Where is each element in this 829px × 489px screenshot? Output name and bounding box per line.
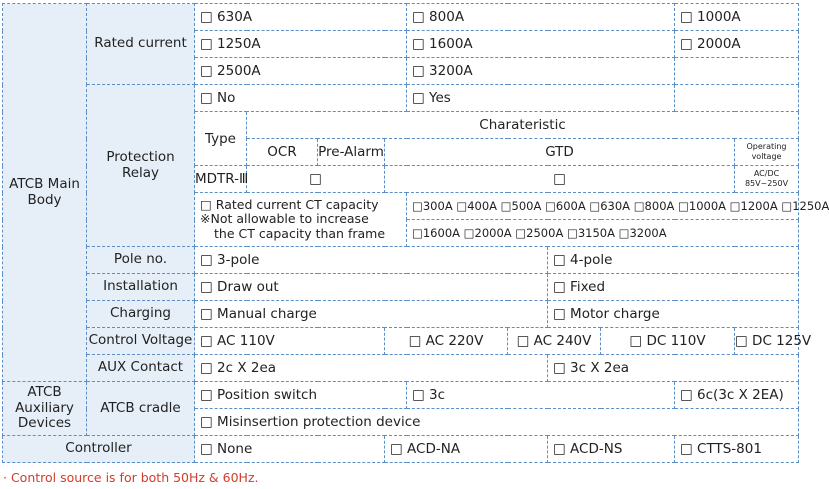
ct-capacity-line1[interactable]: □ Rated current CT capacity — [200, 196, 379, 212]
aux-contact-label: AUX Contact — [87, 355, 195, 382]
pole-no-label: Pole no. — [87, 247, 195, 274]
voltage-range: AC/DC 85V~250V — [735, 166, 799, 193]
ct-capacity-note — [195, 193, 407, 247]
rated-current-1600a[interactable]: □ 1600A — [407, 31, 675, 58]
aux-contact-3c[interactable]: □ 3c X 2ea — [548, 355, 799, 382]
cradle-6c[interactable]: □ 6c(3c X 2EA) — [675, 382, 799, 409]
charging-label: Charging — [87, 301, 195, 328]
cradle-misinsertion[interactable]: □ Misinsertion protection device — [195, 409, 799, 436]
controller-ctts-801[interactable]: □ CTTS-801 — [675, 436, 799, 463]
rated-current-label: Rated current — [87, 4, 195, 85]
characteristic-header: Charateristic — [247, 112, 799, 139]
relay-no-option[interactable]: □ No — [195, 85, 407, 112]
model-checkbox[interactable]: □ — [247, 166, 385, 193]
charging-motor[interactable]: □ Motor charge — [548, 301, 799, 328]
gtd-checkbox[interactable]: □ — [385, 166, 735, 193]
relay-yes-option[interactable]: □ Yes — [407, 85, 675, 112]
controller-acd-ns[interactable]: □ ACD-NS — [548, 436, 675, 463]
ct-capacity-line2: ※Not allowable to increase — [200, 211, 369, 227]
relay-empty — [675, 85, 799, 112]
operating-voltage-header: Operating voltage — [735, 139, 799, 166]
control-voltage-label: Control Voltage — [87, 328, 195, 355]
cradle-3c[interactable]: □ 3c — [407, 382, 675, 409]
cradle-position-switch[interactable]: □ Position switch — [195, 382, 407, 409]
rated-current-800a[interactable]: □ 800A — [407, 4, 675, 31]
pre-alarm-header: Pre-Alarm — [318, 139, 385, 166]
voltage-ac240[interactable]: □ AC 240V — [508, 328, 601, 355]
main-body-label: ATCB Main Body — [3, 4, 87, 382]
installation-label: Installation — [87, 274, 195, 301]
installation-fixed[interactable]: □ Fixed — [548, 274, 799, 301]
protection-relay-label: Protection Relay — [87, 85, 195, 247]
voltage-ac220[interactable]: □ AC 220V — [385, 328, 508, 355]
footnote: · Control source is for both 50Hz & 60Hz. — [3, 470, 259, 485]
aux-devices-label: ATCB Auxiliary Devices — [3, 382, 87, 436]
aux-contact-2c[interactable]: □ 2c X 2ea — [195, 355, 548, 382]
rated-current-3200a[interactable]: □ 3200A — [407, 58, 675, 85]
pole-4-option[interactable]: □ 4-pole — [548, 247, 799, 274]
gtd-header: GTD — [385, 139, 735, 166]
voltage-dc110[interactable]: □ DC 110V — [601, 328, 735, 355]
controller-acd-na[interactable]: □ ACD-NA — [385, 436, 548, 463]
pole-3-option[interactable]: □ 3-pole — [195, 247, 548, 274]
voltage-dc125[interactable]: □ DC 125V — [735, 328, 799, 355]
controller-none[interactable]: □ None — [195, 436, 385, 463]
voltage-ac110[interactable]: □ AC 110V — [195, 328, 385, 355]
rated-current-1000a[interactable]: □ 1000A — [675, 4, 799, 31]
controller-label: Controller — [3, 436, 195, 463]
rated-current-2000a[interactable]: □ 2000A — [675, 31, 799, 58]
ct-options-row1[interactable]: □300A □400A □500A □600A □630A □800A □1000A □1200A □1250A — [407, 193, 799, 220]
rated-current-empty — [675, 58, 799, 85]
type-header: Type — [195, 112, 247, 166]
atcb-spec-table — [2, 3, 829, 463]
rated-current-630a[interactable]: □ 630A — [195, 4, 407, 31]
relay-model: MDTR-Ⅲ — [195, 166, 247, 193]
charging-manual[interactable]: □ Manual charge — [195, 301, 548, 328]
atcb-cradle-label: ATCB cradle — [87, 382, 195, 436]
rated-current-1250a[interactable]: □ 1250A — [195, 31, 407, 58]
ct-capacity-line3: the CT capacity than frame — [214, 225, 386, 241]
ct-options-row2[interactable]: □1600A □2000A □2500A □3150A □3200A — [407, 220, 799, 247]
installation-draw-out[interactable]: □ Draw out — [195, 274, 548, 301]
rated-current-2500a[interactable]: □ 2500A — [195, 58, 407, 85]
ocr-header: OCR — [247, 139, 318, 166]
